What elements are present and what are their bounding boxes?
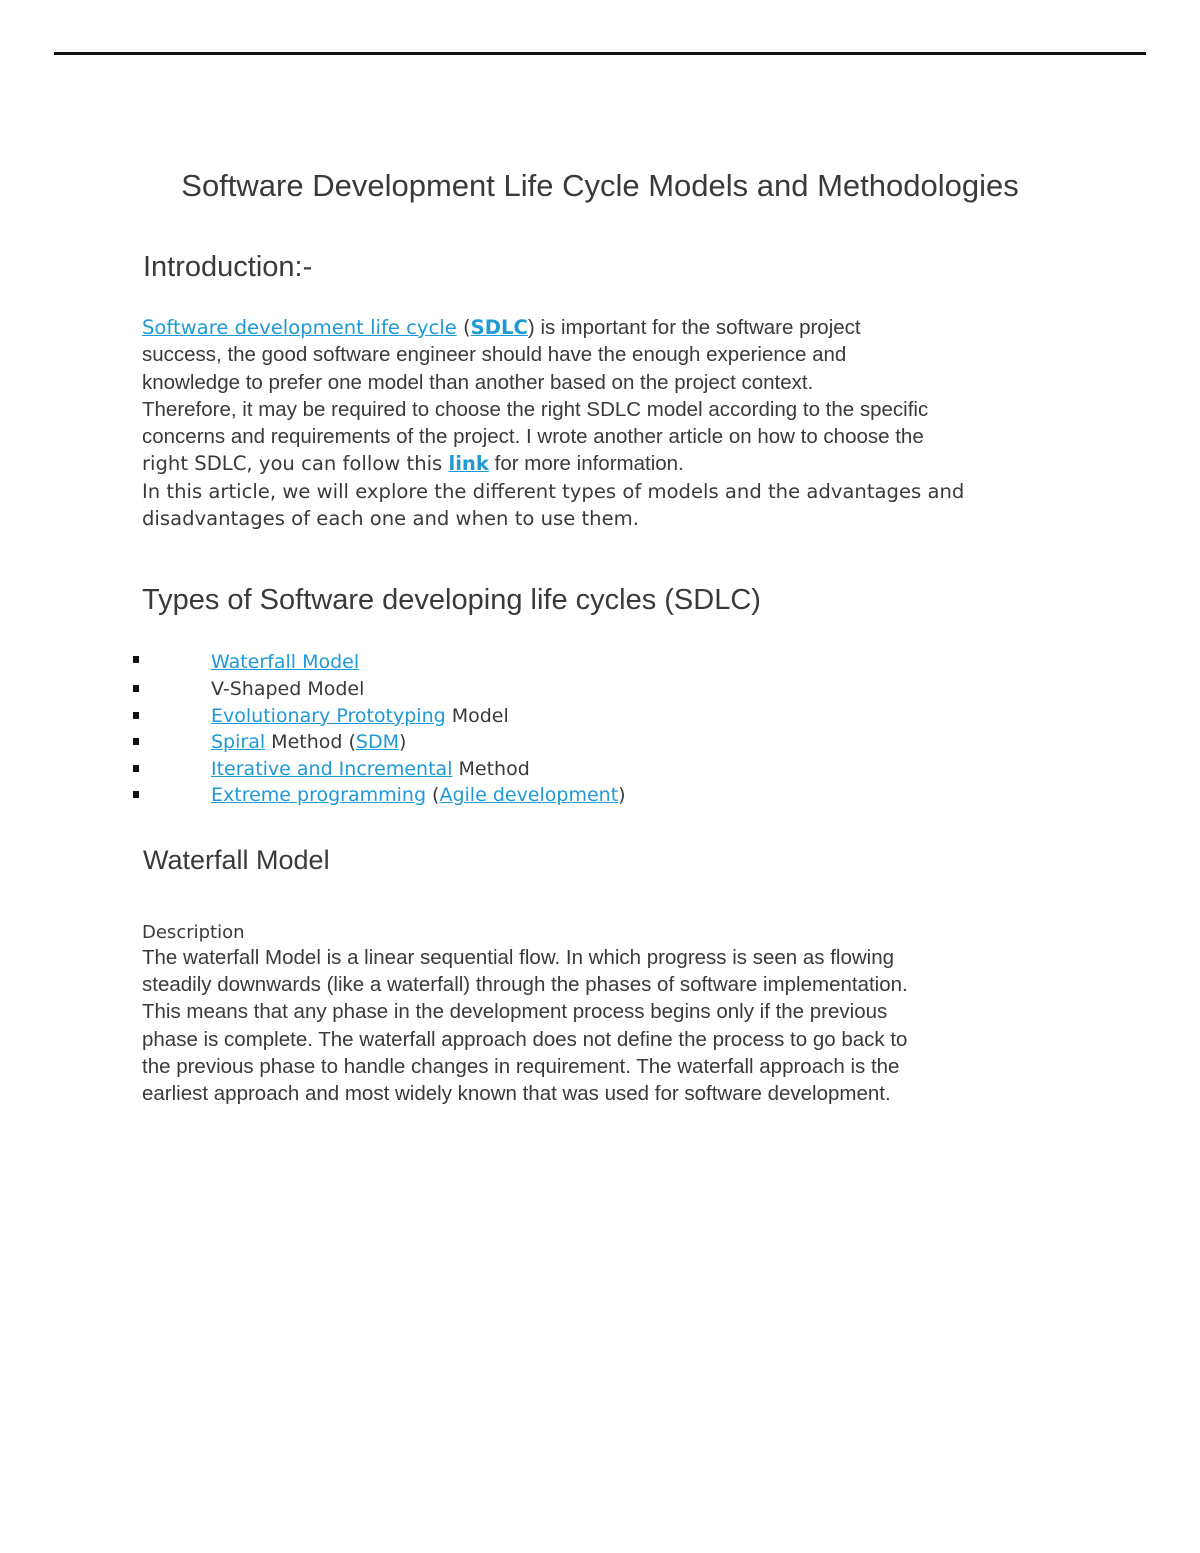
top-horizontal-rule <box>54 52 1146 55</box>
intro-line-3: knowledge to prefer one model than another based on the project context. <box>142 370 814 394</box>
iterative-incremental-link[interactable]: Iterative and Incremental <box>211 757 453 780</box>
extreme-close-paren: ) <box>618 784 626 806</box>
intro-line-6 <box>142 450 1072 477</box>
intro-line-4: Therefore, it may be required to choose the right SDLC model according to the specific <box>142 397 929 421</box>
waterfall-line-3: This means that any phase in the development process begins only if the previous <box>142 1000 888 1024</box>
extreme-programming-link[interactable]: Extreme programming <box>211 784 427 806</box>
introduction-paragraph <box>142 314 1072 532</box>
intro-line-7: In this article, we will explore the different types of models and the advantages and <box>142 479 965 503</box>
intro-line-6-start: right SDLC, you can follow this <box>142 452 449 476</box>
intro-line-5: concerns and requirements of the project. I wrote another article on how to choose the <box>142 425 924 449</box>
v-shaped-model-text: V-Shaped Model <box>211 678 365 700</box>
intro-line-1-rest: ) is important for the software project <box>527 316 861 339</box>
introduction-heading: Introduction:- <box>143 251 313 283</box>
evolutionary-suffix: Model <box>445 704 509 727</box>
description-label: Description <box>142 922 245 943</box>
waterfall-paragraph <box>142 944 1072 1107</box>
waterfall-line-1: The waterfall Model is a linear sequential flow. In which progress is seen as flowing <box>142 946 895 969</box>
waterfall-line-6: earliest approach and most widely known that was used for software development. <box>142 1082 891 1106</box>
waterfall-heading: Waterfall Model <box>143 845 330 875</box>
waterfall-line-4: phase is complete. The waterfall approach does not define the process to go back to <box>142 1027 908 1051</box>
sdm-link[interactable]: SDM <box>355 731 399 753</box>
more-info-link[interactable]: link <box>448 452 489 476</box>
sdlc-abbr-link[interactable]: SDLC <box>470 316 528 339</box>
document-title: Software Development Life Cycle Models and Methodologies <box>181 168 1019 203</box>
intro-line-6-end: for more information. <box>488 452 684 476</box>
extreme-paren-open: ( <box>426 784 440 806</box>
intro-paren-open: ( <box>456 316 471 339</box>
spiral-close-paren: ) <box>399 731 407 753</box>
square-bullet-icon <box>133 765 139 772</box>
spiral-method-text: Method ( <box>265 731 356 753</box>
square-bullet-icon <box>133 738 139 745</box>
agile-development-link[interactable]: Agile development <box>439 784 619 806</box>
sdlc-link[interactable]: Software development life cycle <box>142 316 457 339</box>
square-bullet-icon <box>133 685 139 692</box>
intro-line-1 <box>142 314 1072 341</box>
iterative-suffix: Method <box>452 757 530 780</box>
intro-line-8: disadvantages of each one and when to use them. <box>142 507 639 531</box>
square-bullet-icon <box>133 791 139 798</box>
square-bullet-icon <box>133 656 139 663</box>
waterfall-line-2: steadily downwards (like a waterfall) through the phases of software implementation. <box>142 973 908 997</box>
square-bullet-icon <box>133 712 139 719</box>
evolutionary-prototyping-link[interactable]: Evolutionary Prototyping <box>211 704 446 727</box>
types-heading: Types of Software developing life cycles (SDLC) <box>142 584 761 616</box>
spiral-link[interactable]: Spiral <box>211 731 266 753</box>
waterfall-model-link[interactable]: Waterfall Model <box>211 651 360 673</box>
intro-line-2: success, the good software engineer should have the enough experience and <box>142 343 847 367</box>
waterfall-line-5: the previous phase to handle changes in requirement. The waterfall approach is the <box>142 1054 900 1078</box>
